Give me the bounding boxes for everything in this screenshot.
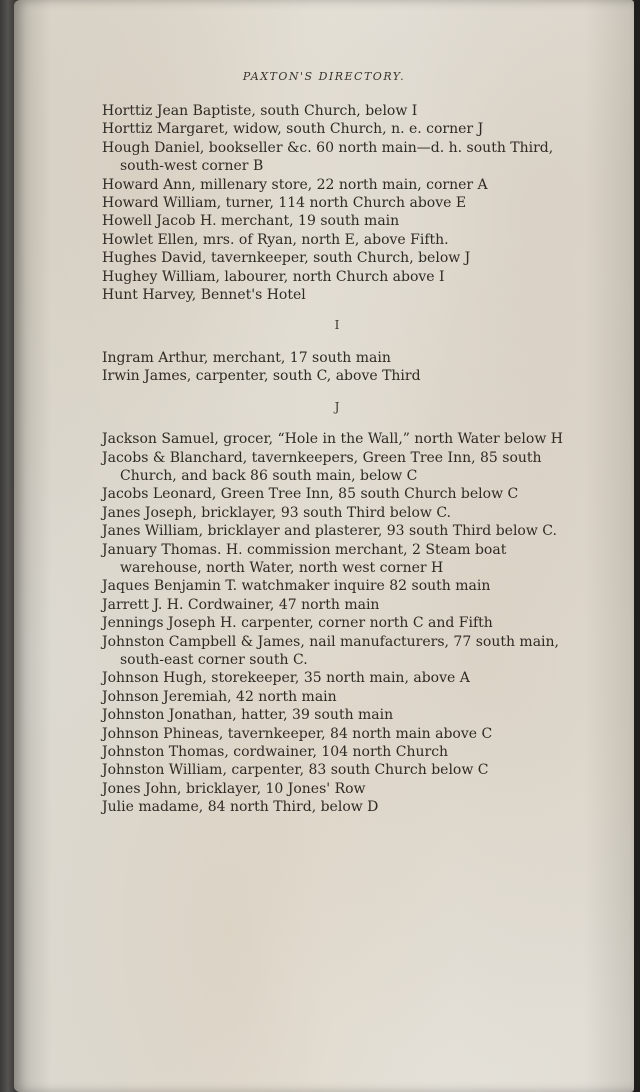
directory-entry: Johnson Jeremiah, 42 north main: [102, 688, 337, 705]
directory-entry: Hough Daniel, bookseller &c. 60 north main—d. h. south Third, south-west corner B: [102, 139, 554, 175]
directory-entry: Johnston Jonathan, hatter, 39 south main: [102, 707, 394, 724]
directory-page: [14, 0, 634, 1092]
directory-entry: Horttiz Margaret, widow, south Church, n. e. corner J: [102, 121, 484, 138]
directory-entry: Horttiz Jean Baptiste, south Church, below I: [102, 103, 418, 119]
directory-entry: Howard William, turner, 114 north Church above E: [102, 195, 467, 212]
directory-entry: Jacobs Leonard, Green Tree Inn, 85 south Church below C: [102, 486, 519, 503]
running-head: PAXTON'S DIRECTORY.: [242, 70, 406, 83]
directory-entry: Julie madame, 84 north Third, below D: [102, 799, 379, 816]
directory-entry: Howell Jacob H. merchant, 19 south main: [102, 213, 400, 230]
directory-entry: Jackson Samuel, grocer, “Hole in the Wall,” north Water below H: [102, 431, 563, 448]
directory-entry: Howard Ann, millenary store, 22 north main, corner A: [102, 176, 488, 193]
directory-entry: Ingram Arthur, merchant, 17 south main: [102, 349, 391, 366]
section-letter: J: [334, 399, 340, 414]
directory-entry: Johnston William, carpenter, 83 south Church below C: [102, 762, 489, 779]
directory-entry: Johnston Thomas, cordwainer, 104 north Church: [102, 744, 449, 760]
directory-entry: Jarrett J. H. Cordwainer, 47 north main: [102, 596, 380, 613]
directory-entries: [102, 102, 572, 817]
directory-entry: Irwin James, carpenter, south C, above Third: [102, 368, 421, 385]
directory-entry: Jaques Benjamin T. watchmaker inquire 82 south main: [102, 578, 491, 595]
section-letter: I: [334, 318, 340, 333]
directory-entry: Jacobs & Blanchard, tavernkeepers, Green Tree Inn, 85 south Church, and back 86 south main, below C: [102, 449, 542, 484]
directory-entry: Jennings Joseph H. carpenter, corner north C and Fifth: [102, 615, 493, 632]
directory-entry: Jones John, bricklayer, 10 Jones' Row: [102, 780, 366, 797]
directory-entry: Janes Joseph, bricklayer, 93 south Third below C.: [102, 504, 451, 521]
directory-entry: Janes William, bricklayer and plasterer, 93 south Third below C.: [102, 523, 557, 540]
directory-entry: January Thomas. H. commission merchant, 2 Steam boat warehouse, north Water, north west corner H: [102, 541, 507, 576]
directory-entry: Hunt Harvey, Bennet's Hotel: [102, 287, 306, 304]
directory-entry: Hughes David, tavernkeeper, south Church, below J: [102, 250, 471, 267]
directory-entry: Johnston Campbell & James, nail manufacturers, 77 south main, south-east corner south C.: [102, 633, 559, 668]
directory-entry: Johnson Hugh, storekeeper, 35 north main, above A: [102, 670, 470, 687]
directory-entry: Howlet Ellen, mrs. of Ryan, north E, above Fifth.: [102, 231, 449, 248]
directory-entry: Johnson Phineas, tavernkeeper, 84 north main above C: [102, 725, 493, 742]
directory-entry: Hughey William, labourer, north Church above I: [102, 268, 445, 285]
